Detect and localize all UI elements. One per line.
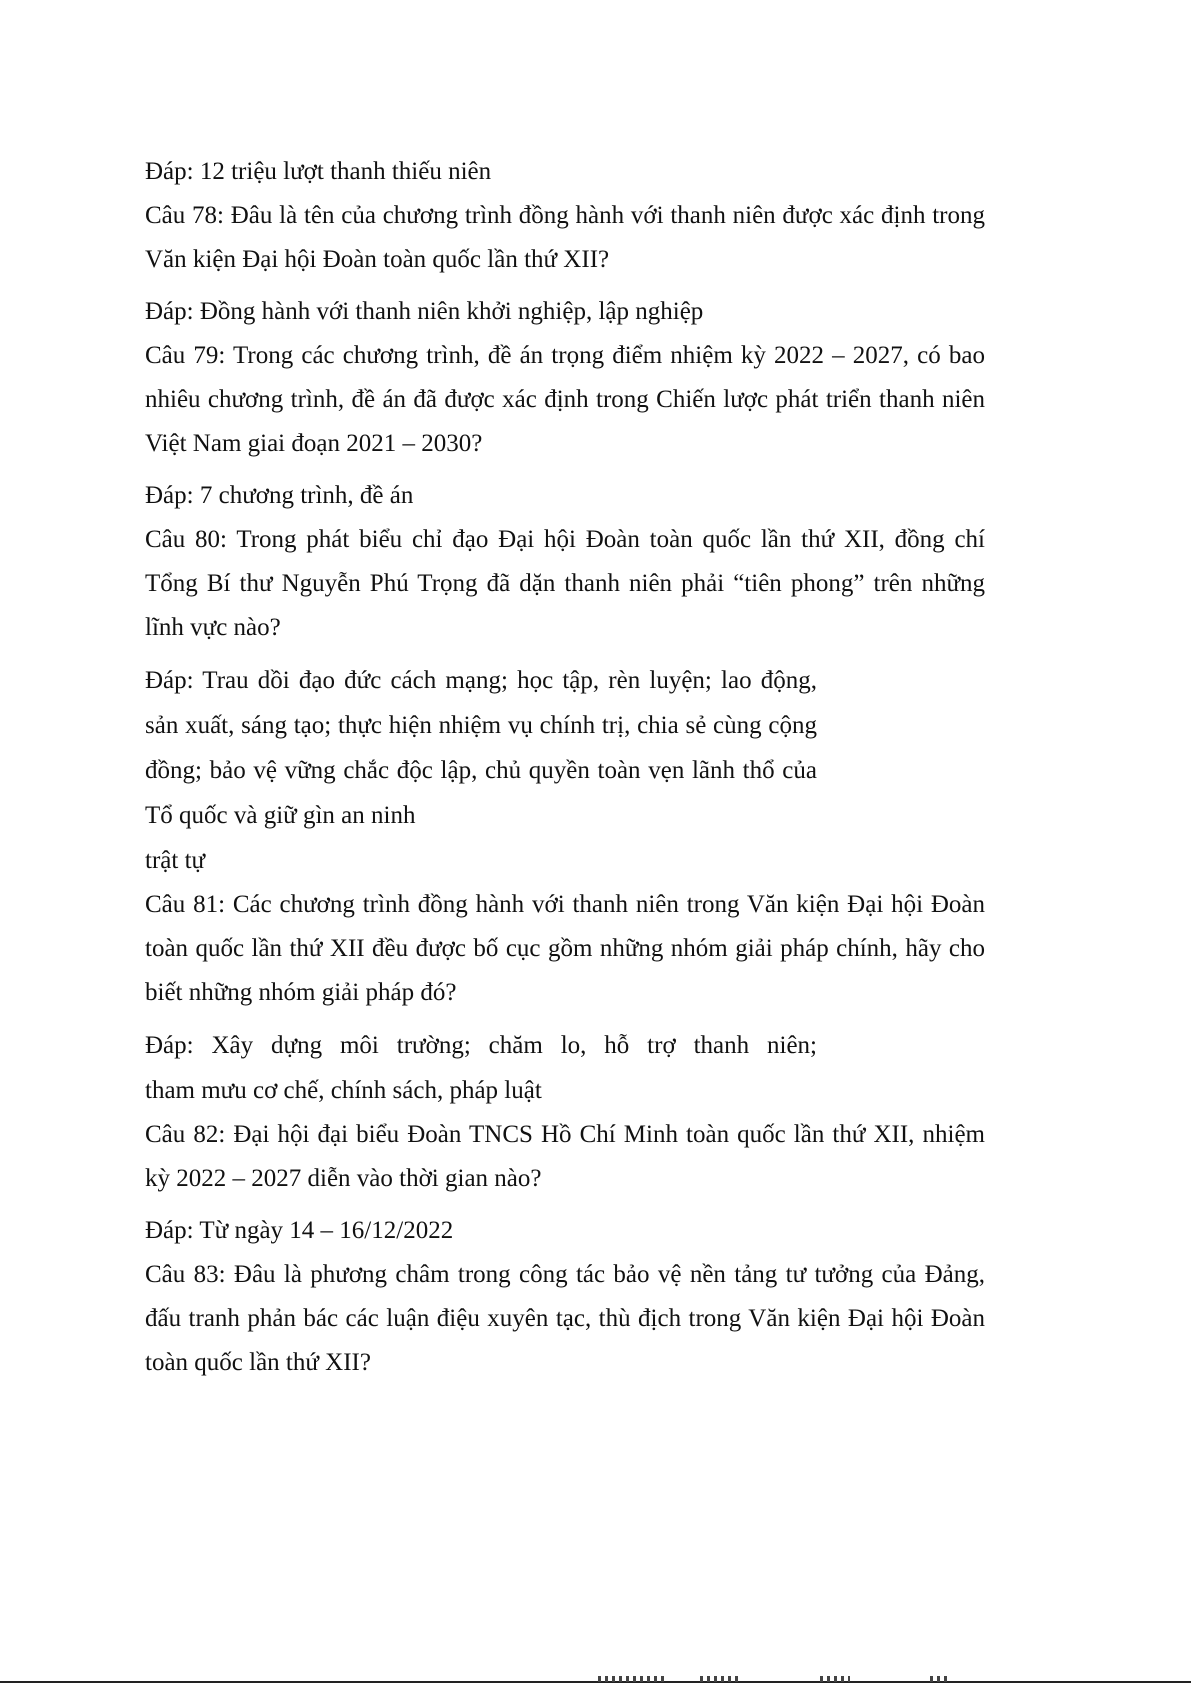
answer-78: Đáp: Đồng hành với thanh niên khởi nghiệp, lập nghiệp [145, 298, 704, 325]
question-82: Câu 82: Đại hội đại biểu Đoàn TNCS Hồ Chí Minh toàn quốc lần thứ XII, nhiệm kỳ 2022 – 2027 diễn vào thời gian nào? [145, 1121, 985, 1192]
answer-80 [145, 658, 817, 883]
question-80: Câu 80: Trong phát biểu chỉ đạo Đại hội Đoàn toàn quốc lần thứ XII, đồng chí Tổng Bí thư Nguyễn Phú Trọng đã dặn thanh niên phải “tiên phong” trên những lĩnh vực nào? [145, 526, 985, 641]
document-body [145, 150, 985, 1385]
page-bottom-marks [820, 1676, 850, 1682]
answer-79: Đáp: 7 chương trình, đề án [145, 482, 414, 509]
page-bottom-marks [930, 1676, 950, 1682]
answer-81 [145, 1023, 817, 1113]
answer-80-last-line: trật tự [145, 847, 206, 874]
page-bottom-marks [598, 1676, 668, 1682]
answer-77: Đáp: 12 triệu lượt thanh thiếu niên [145, 158, 492, 185]
answer-80-body: Đáp: Trau dồi đạo đức cách mạng; học tập, rèn luyện; lao động, sản xuất, sáng tạo; thực hiện nhiệm vụ chính trị, chia sẻ cùng cộng đồng; bảo vệ vững chắc độc lập, chủ quyền toàn vẹn lãnh thổ của Tổ quốc và giữ gìn an ninh [145, 667, 817, 829]
answer-81-body: Đáp: Xây dựng môi trường; chăm lo, hỗ trợ thanh niên; [145, 1032, 817, 1059]
question-81: Câu 81: Các chương trình đồng hành với thanh niên trong Văn kiện Đại hội Đoàn toàn quốc lần thứ XII đều được bố cục gồm những nhóm giải pháp chính, hãy cho biết những nhóm giải pháp đó? [145, 891, 985, 1006]
answer-82: Đáp: Từ ngày 14 – 16/12/2022 [145, 1217, 454, 1244]
question-78: Câu 78: Đâu là tên của chương trình đồng hành với thanh niên được xác định trong Văn kiện Đại hội Đoàn toàn quốc lần thứ XII? [145, 202, 985, 273]
page-bottom-marks [700, 1676, 740, 1682]
question-79: Câu 79: Trong các chương trình, đề án trọng điểm nhiệm kỳ 2022 – 2027, có bao nhiêu chương trình, đề án đã được xác định trong Chiến lược phát triển thanh niên Việt Nam giai đoạn 2021 – 2030? [145, 342, 985, 457]
page-bottom-rule [0, 1681, 1191, 1683]
question-83: Câu 83: Đâu là phương châm trong công tác bảo vệ nền tảng tư tưởng của Đảng, đấu tranh phản bác các luận điệu xuyên tạc, thù địch trong Văn kiện Đại hội Đoàn toàn quốc lần thứ XII? [145, 1261, 985, 1376]
answer-81-last-line: tham mưu cơ chế, chính sách, pháp luật [145, 1077, 542, 1104]
